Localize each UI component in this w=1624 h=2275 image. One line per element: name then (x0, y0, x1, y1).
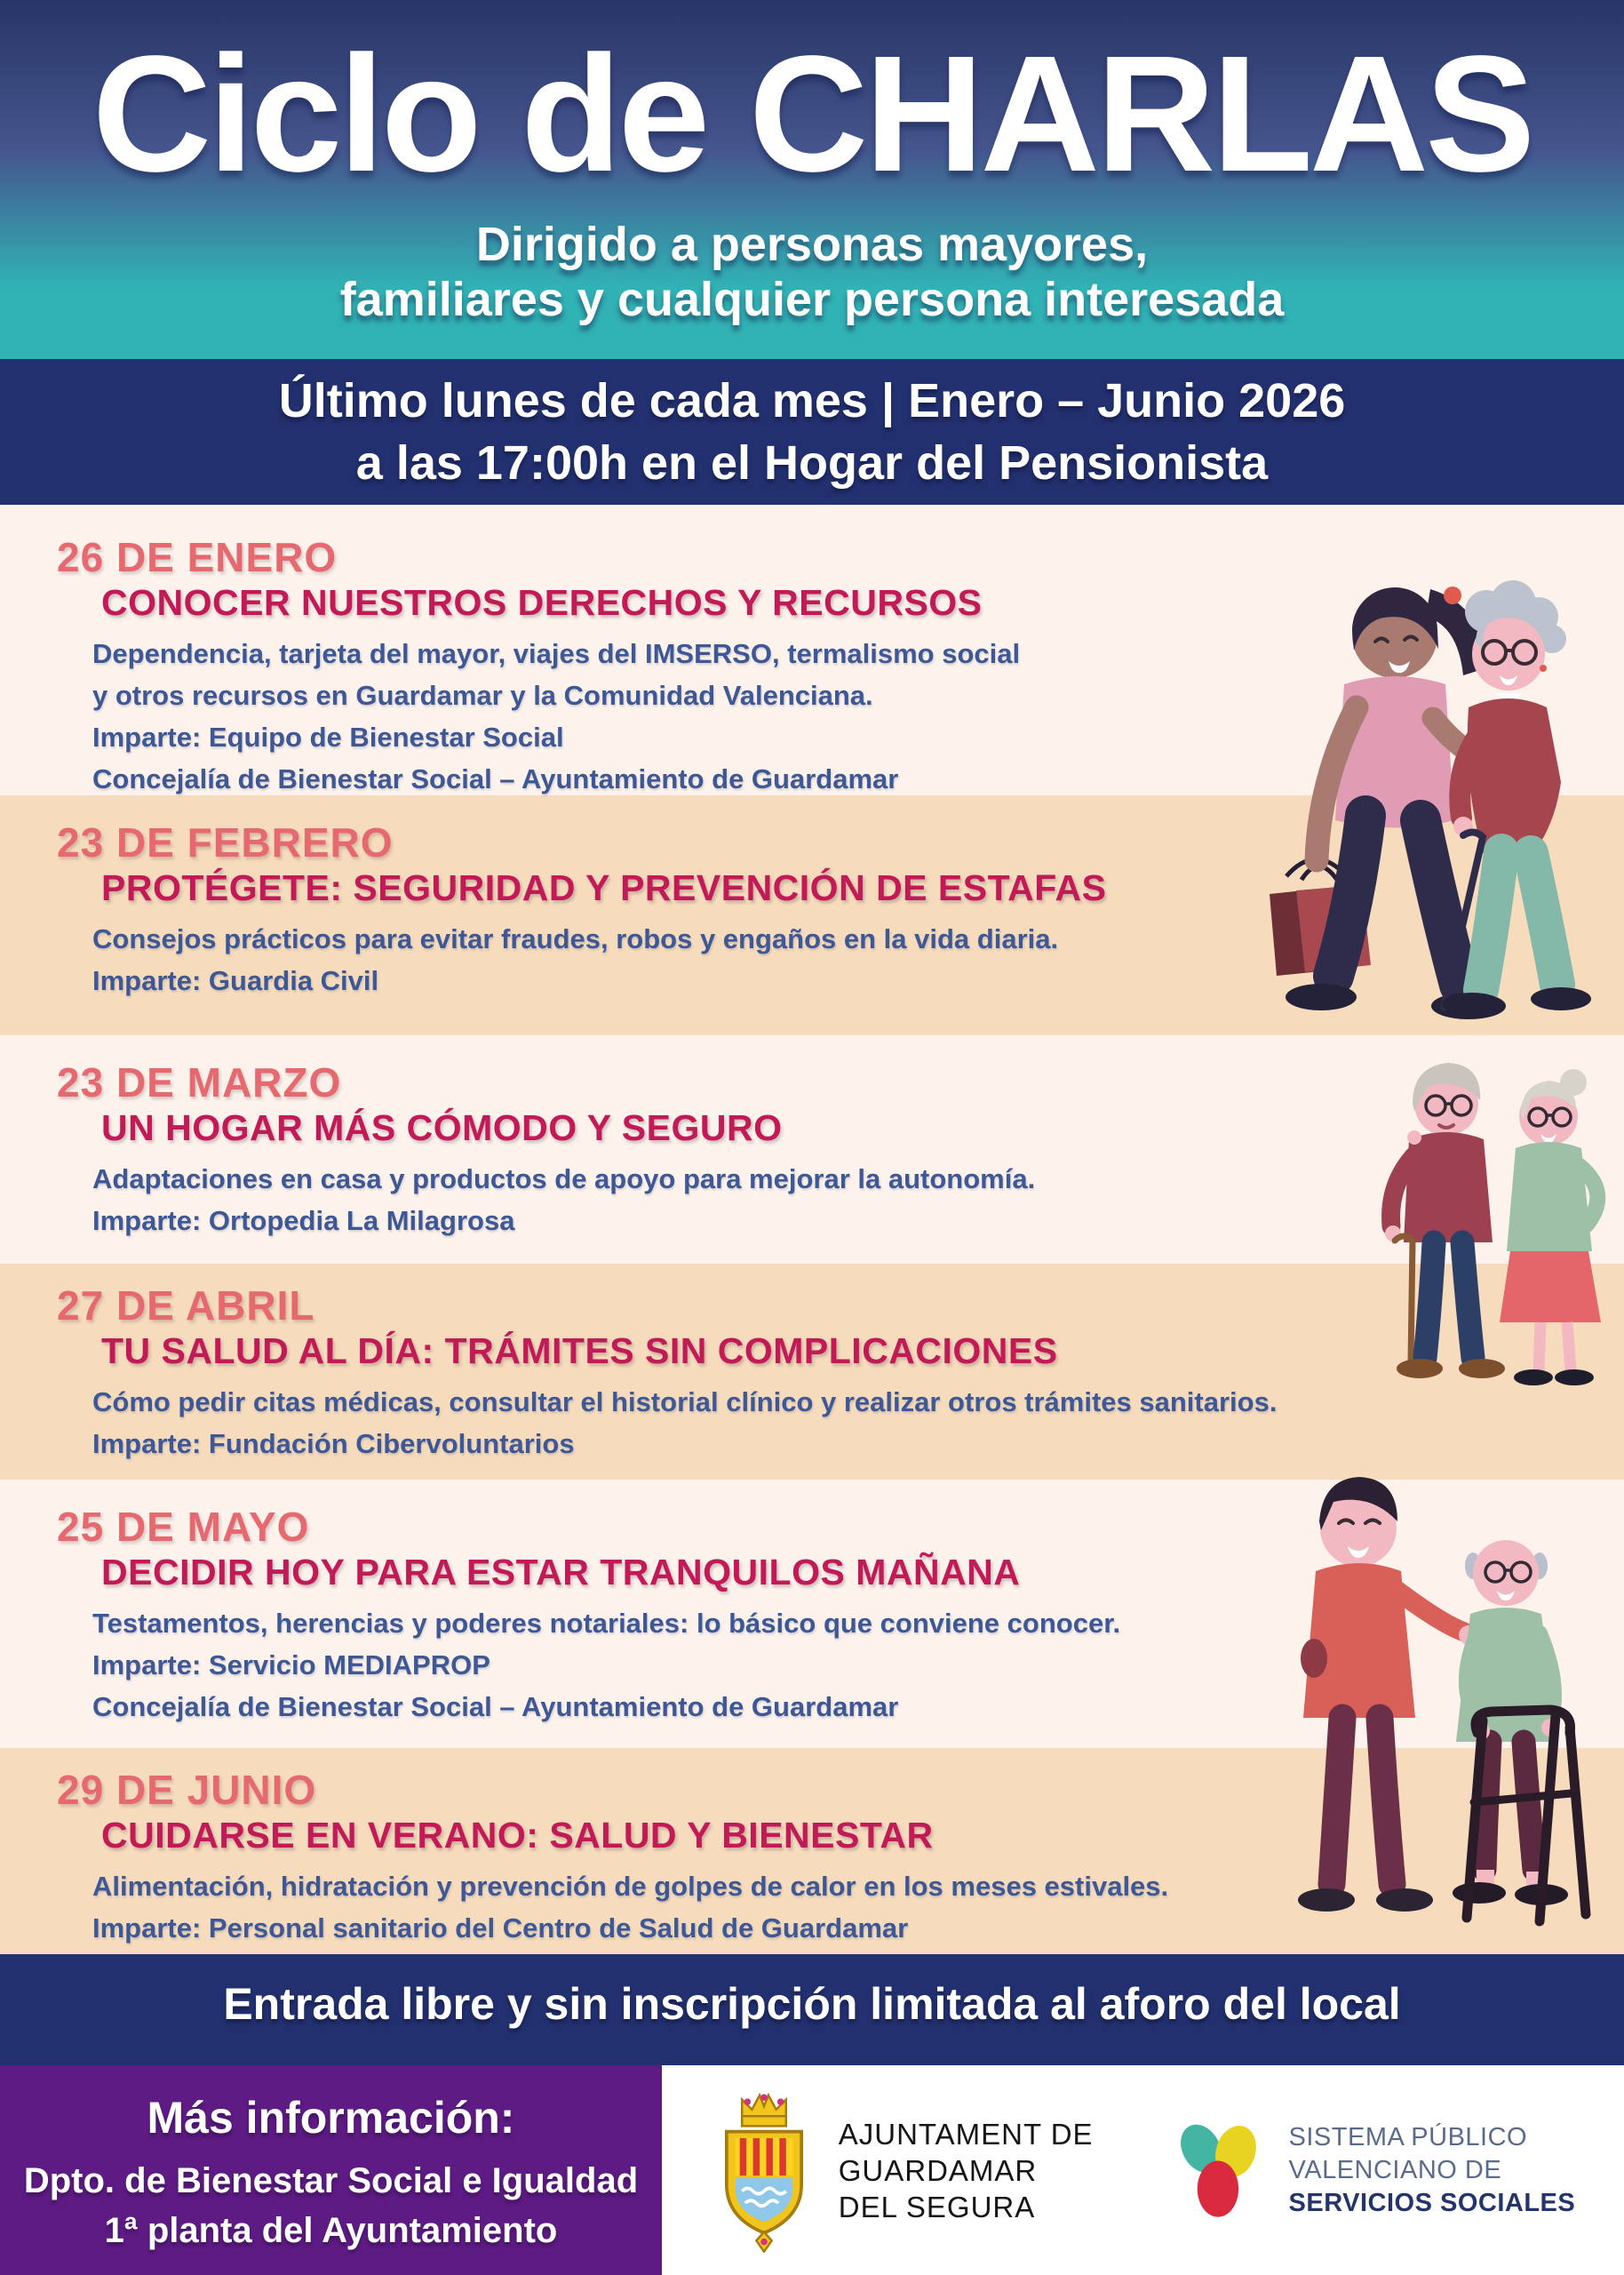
event-date: 23 DE MARZO (57, 1059, 342, 1106)
event-speaker: Imparte: Personal sanitario del Centro de Salud de Guardamar (92, 1912, 909, 1944)
spvss-line-1: SISTEMA PÚBLICO (1288, 2122, 1528, 2151)
event-organizer: Concejalía de Bienestar Social – Ayuntamiento de Guardamar (92, 1691, 899, 1722)
subtitle (0, 217, 1624, 327)
spvss-logo-text (1289, 2121, 1576, 2220)
event-speaker: Imparte: Servicio MEDIAPROP (92, 1649, 490, 1680)
event-date: 29 DE JUNIO (57, 1767, 317, 1813)
illustration-elderly-couple (1357, 1049, 1624, 1391)
header (0, 0, 1624, 359)
ayto-line-2: GUARDAMAR (838, 2153, 1038, 2187)
event-date: 25 DE MAYO (57, 1504, 310, 1550)
schedule-line-2: a las 17:00h en el Hogar del Pensionista (355, 436, 1269, 490)
event-title: UN HOGAR MÁS CÓMODO Y SEGURO (101, 1107, 783, 1148)
page-title: Ciclo de CHARLAS (92, 22, 1532, 206)
illustration-woman-helping-elderly-woman (1230, 549, 1595, 1034)
event-speaker: Imparte: Equipo de Bienestar Social (92, 722, 564, 753)
spvss-logo-icon (1170, 2118, 1268, 2223)
spvss-logo (1170, 2118, 1576, 2223)
info-box (0, 2065, 662, 2275)
event-description: Testamentos, herencias y poderes notariales: lo básico que conviene conocer. (92, 1608, 1121, 1639)
event-description: y otros recursos en Guardamar y la Comunidad Valenciana. (92, 680, 873, 711)
ayuntamiento-logo (711, 2087, 1094, 2253)
ayto-line-1: AJUNTAMENT DE (838, 2117, 1094, 2151)
admission-banner: Entrada libre y sin inscripción limitada al aforo del local (0, 1954, 1624, 2065)
event-description: Dependencia, tarjeta del mayor, viajes del IMSERSO, termalismo social (92, 638, 1021, 669)
ayuntamiento-logo-text (839, 2116, 1094, 2225)
ayto-line-3: DEL SEGURA (838, 2190, 1036, 2223)
event-title: CONOCER NUESTROS DERECHOS Y RECURSOS (101, 582, 983, 623)
illustration-man-helping-elderly-man-walker (1257, 1456, 1599, 1946)
event-date: 27 DE ABRIL (57, 1282, 315, 1329)
event-speaker: Imparte: Ortopedia La Milagrosa (92, 1205, 515, 1236)
event-title: CUIDARSE EN VERANO: SALUD Y BIENESTAR (101, 1815, 934, 1856)
footer (0, 2065, 1624, 2275)
subtitle-line-2: familiares y cualquier persona interesada (339, 273, 1285, 326)
event-title: DECIDIR HOY PARA ESTAR TRANQUILOS MAÑANA (101, 1552, 1021, 1592)
schedule-banner (0, 359, 1624, 505)
event-title: PROTÉGETE: SEGURIDAD Y PREVENCIÓN DE ESTAFAS (101, 867, 1107, 908)
info-line-1: Dpto. de Bienestar Social e Igualdad (23, 2161, 639, 2200)
event-description: Cómo pedir citas médicas, consultar el historial clínico y realizar otros trámites sanitarios. (92, 1386, 1278, 1417)
subtitle-line-1: Dirigido a personas mayores, (475, 218, 1149, 271)
event-description: Consejos prácticos para evitar fraudes, robos y engaños en la vida diaria. (92, 923, 1059, 954)
event-speaker: Imparte: Guardia Civil (92, 965, 379, 996)
spvss-line-2: VALENCIANO DE (1288, 2155, 1502, 2184)
schedule-line-1: Último lunes de cada mes | Enero – Junio 2026 (278, 374, 1346, 427)
event-speaker: Imparte: Fundación Cibervoluntarios (92, 1428, 575, 1459)
event-organizer: Concejalía de Bienestar Social – Ayuntamiento de Guardamar (92, 763, 899, 794)
event-date: 26 DE ENERO (57, 534, 338, 580)
logo-strip (662, 2065, 1624, 2275)
info-title: Más información: (147, 2093, 515, 2143)
event-description: Adaptaciones en casa y productos de apoyo para mejorar la autonomía. (92, 1163, 1036, 1194)
event-title: TU SALUD AL DÍA: TRÁMITES SIN COMPLICACIONES (101, 1330, 1058, 1371)
info-line-2: 1ª planta del Ayuntamiento (104, 2211, 558, 2250)
guardamar-coat-of-arms-icon (711, 2087, 817, 2253)
event-date: 23 DE FEBRERO (57, 819, 394, 866)
spvss-line-3: SERVICIOS SOCIALES (1288, 2188, 1576, 2217)
event-description: Alimentación, hidratación y prevención de golpes de calor en los meses estivales. (92, 1871, 1169, 1902)
